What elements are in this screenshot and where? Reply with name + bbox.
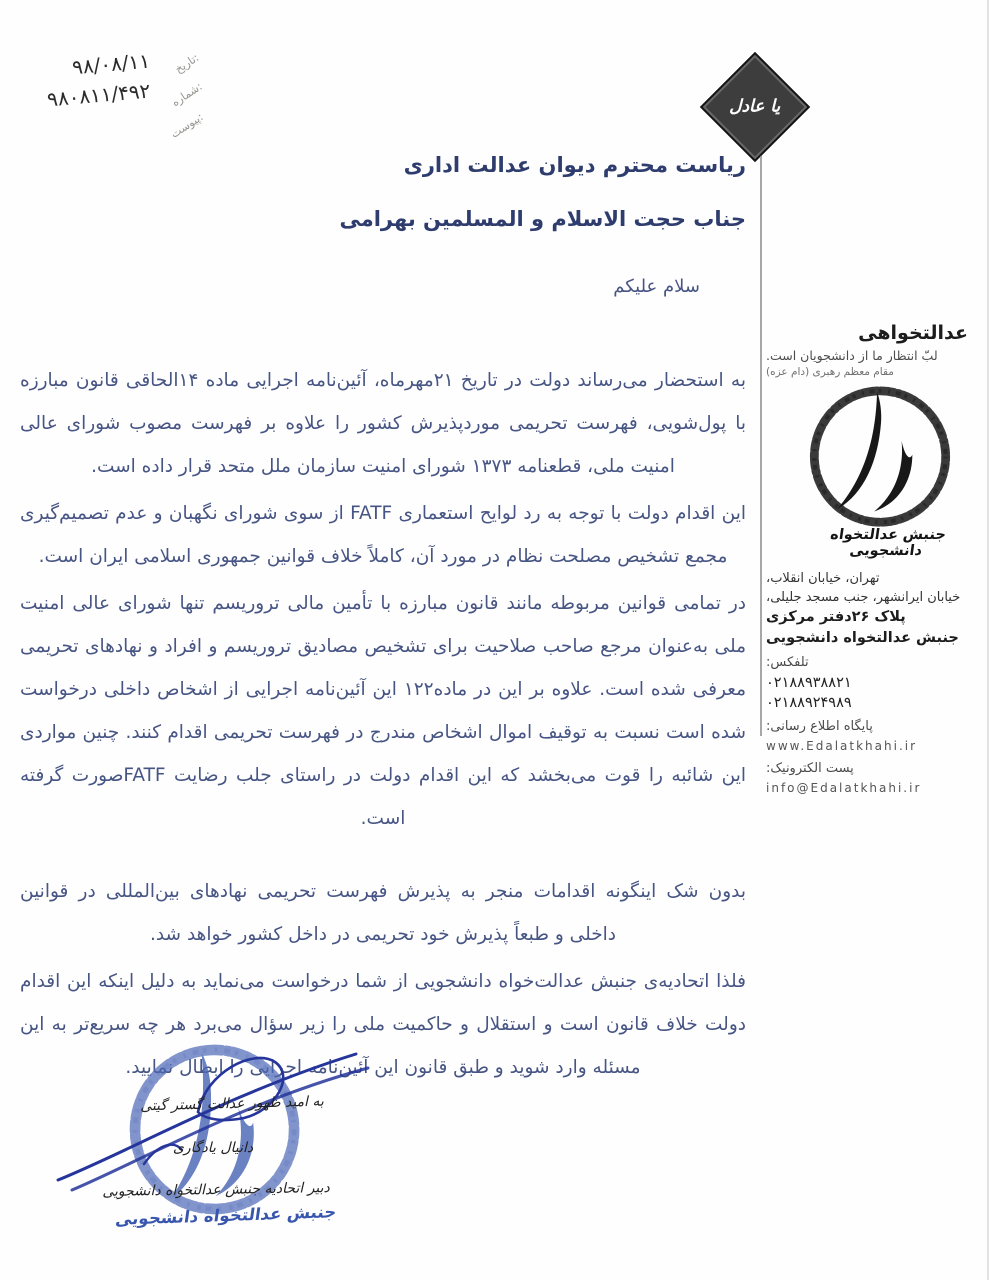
number-value: ۹۸۰۸۱۱/۴۹۲	[45, 78, 151, 111]
number-label: شماره:	[169, 79, 205, 110]
org-logo-caption: جنبش عدالتخواه دانشجویی	[829, 527, 948, 559]
website-url: www.Edalatkhahi.ir	[766, 739, 918, 753]
address-line-3: پلاک ۲۶دفتر مرکزی	[766, 609, 906, 625]
org-logo-icon	[782, 386, 978, 533]
stamp-caption: جنبش عدالتخواه دانشجویی	[114, 1202, 338, 1229]
vertical-divider	[760, 156, 762, 736]
ya-adel-emblem-icon	[700, 52, 810, 162]
org-tagline: لبّ انتظار ما از دانشجویان است.	[766, 348, 938, 363]
letterhead-sidebar	[766, 322, 982, 797]
telefax-label: تلفکس:	[766, 655, 809, 670]
recipient-line-2: جناب حجت الاسلام و المسلمین بهرامی	[339, 207, 746, 231]
paragraph-1: به استحضار می‌رساند دولت در تاریخ ۲۱مهرماه، آئین‌نامه اجرایی ماده ۱۴الحاقی قانون مبارزه با پول‌شویی، فهرست تحریمی موردپذیرش کشور را علاوه بر فهرست مصوب شورای عالی امنیت ملی، قطعنامه ۱۳۷۳ شورای امنیت سازمان ملل متحد قرار داده است.	[20, 370, 746, 477]
letter-meta-block	[28, 48, 212, 141]
address-line-4: جنبش عدالتخواه دانشجویی	[766, 630, 959, 646]
address-line-2: خیابان ایرانشهر، جنب مسجد جلیلی،	[766, 590, 961, 605]
date-label: تاریخ:	[172, 51, 202, 76]
phone-number-1: ۰۲۱۸۸۹۳۸۸۲۱	[766, 675, 852, 691]
attachment-label: پیوست:	[168, 110, 206, 141]
letter-body	[20, 150, 746, 1093]
meta-number-row	[28, 79, 212, 110]
meta-date-row	[28, 48, 212, 79]
paragraph-4: بدون شک اینگونه اقدامات منجر به پذیرش فهرست تحریمی نهادهای بین‌المللی در قوانین داخلی و طبعاً پذیرش خود تحریمی در داخل کشور خواهد شد.	[20, 881, 746, 945]
phone-number-2: ۰۲۱۸۸۹۲۴۹۸۹	[766, 695, 852, 711]
website-label: پایگاه اطلاع رسانی:	[766, 719, 873, 734]
org-name: عدالتخواهی	[858, 322, 968, 344]
signatory-title: دبیر اتحادیه جنبش عدالتخواه دانشجویی	[102, 1180, 330, 1200]
email-address: info@Edalatkhahi.ir	[766, 781, 922, 795]
signature-motto: به امید ظهور عدالت گستر گیتی	[139, 1093, 325, 1115]
handwritten-signature-icon	[48, 1040, 378, 1200]
meta-attachment-row	[28, 110, 212, 141]
ya-adel-emblem-text: یا عادل	[729, 96, 781, 117]
tagline-attribution: مقام معظم رهبری (دام عزه)	[766, 366, 894, 378]
date-value: ۹۸/۰۸/۱۱	[71, 48, 151, 79]
signature-block	[0, 1030, 500, 1280]
address-line-1: تهران، خیابان انقلاب،	[766, 571, 880, 586]
paragraph-5: فلذا اتحادیه‌ی جنبش عدالت‌خواه دانشجویی از شما درخواست می‌نماید به دلیل اینکه این اقدام دولت خلاف قانون است و استقلال و حاکمیت ملی را زیر سؤال می‌برد هر چه سریع‌تر به این مسئله وارد شوید و طبق قانون این آئین‌نامه اجرایی را ابطال نمایید.	[20, 971, 746, 1078]
paragraph-3: در تمامی قوانین مربوطه مانند قانون مبارزه با تأمین مالی تروریسم تنها شورای عالی امنیت ملی به‌عنوان مرجع صاحب صلاحیت برای تشخیص مصادیق تروریسم و افراد و نهادهای تحریمی معرفی شده است. علاوه بر این در ماده۱۲۲ این آئین‌نامه اجرایی از اشخاص داخلی درخواست شده است نسبت به توقیف اموال اشخاص مندرج در فهرست تحریمی اقدام کنند. چنین مواردی این شائبه را قوت می‌بخشد که این اقدام دولت در راستای جلب رضایت FATFصورت گرفته است.	[20, 593, 747, 829]
salutation: سلام علیکم	[613, 276, 700, 297]
recipient-line-1: ریاست محترم دیوان عدالت اداری	[403, 153, 746, 177]
paragraph-2: این اقدام دولت با توجه به رد لوایح استعماری FATF از سوی شورای نگهبان و عدم تصمیم‌گیری مجمع تشخیص مصلحت نظام در مورد آن، کاملاً خلاف قوانین جمهوری اسلامی ایران است.	[20, 503, 746, 567]
email-label: پست الکترونیک:	[766, 761, 854, 776]
signatory-name: دانیال یادگاری	[172, 1140, 254, 1156]
